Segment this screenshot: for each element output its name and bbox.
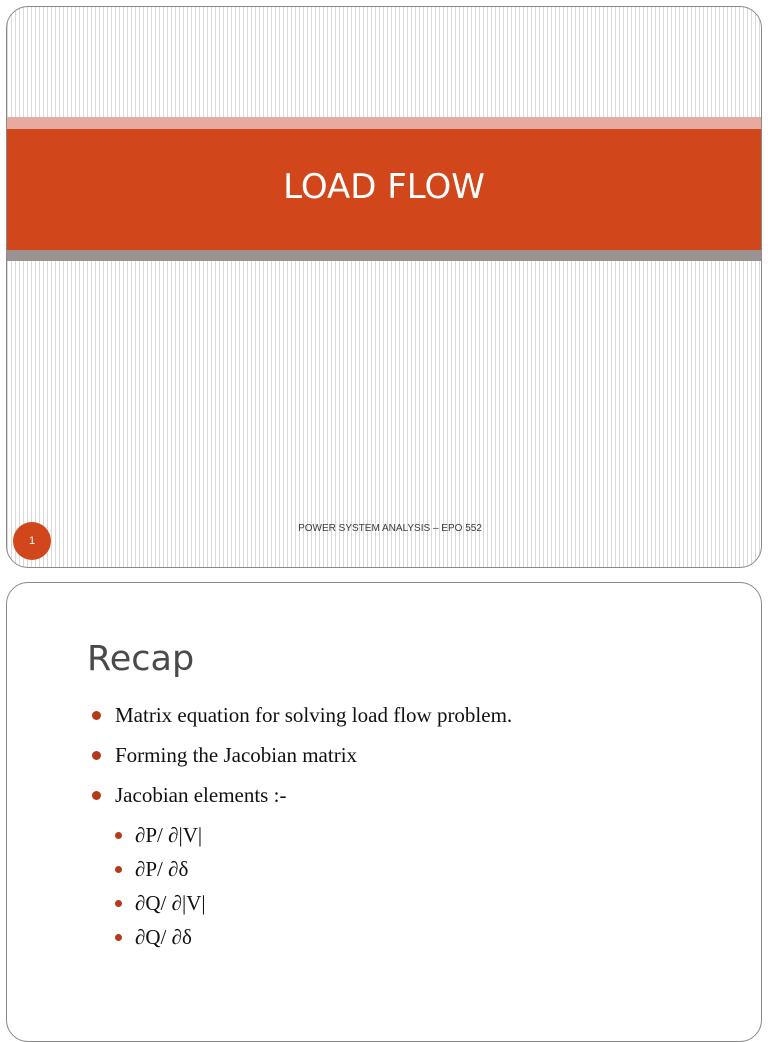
- bullet-dot-icon: [115, 866, 122, 873]
- bullet-text: ∂Q/ ∂|V|: [135, 891, 206, 915]
- bullet-text: ∂P/ ∂δ: [135, 857, 189, 881]
- bullet-item: [89, 781, 512, 821]
- bullet-text: Forming the Jacobian matrix: [115, 743, 358, 767]
- slide-title: LOAD FLOW: [283, 166, 485, 207]
- bullet-text: ∂Q/ ∂δ: [135, 925, 192, 949]
- bullet-text: ∂P/ ∂|V|: [135, 823, 203, 847]
- sub-bullet-item: [89, 821, 512, 855]
- bullet-dot-icon: [115, 832, 122, 839]
- bullet-dot-icon: [92, 791, 101, 800]
- bullet-dot-icon: [115, 900, 122, 907]
- accent-stripe-bottom: [7, 250, 761, 261]
- recap-slide: [6, 582, 762, 1042]
- bullet-dot-icon: [92, 751, 101, 760]
- bullet-list: [89, 701, 512, 957]
- sub-bullet-item: [89, 889, 512, 923]
- sub-bullet-item: [89, 923, 512, 957]
- slide-number-badge: 1: [13, 522, 51, 560]
- title-slide: [6, 6, 762, 568]
- bullet-item: [89, 741, 512, 781]
- bullet-dot-icon: [92, 711, 101, 720]
- sub-bullet-item: [89, 855, 512, 889]
- slide-footer: POWER SYSTEM ANALYSIS – EPO 552: [298, 523, 482, 534]
- accent-stripe-top: [7, 117, 761, 129]
- bullet-dot-icon: [115, 934, 122, 941]
- bullet-text: Matrix equation for solving load flow problem.: [115, 703, 513, 727]
- title-banner: [7, 129, 761, 250]
- bullet-text: Jacobian elements :-: [115, 783, 287, 807]
- bullet-item: [89, 701, 512, 741]
- slide-heading: Recap: [87, 639, 195, 679]
